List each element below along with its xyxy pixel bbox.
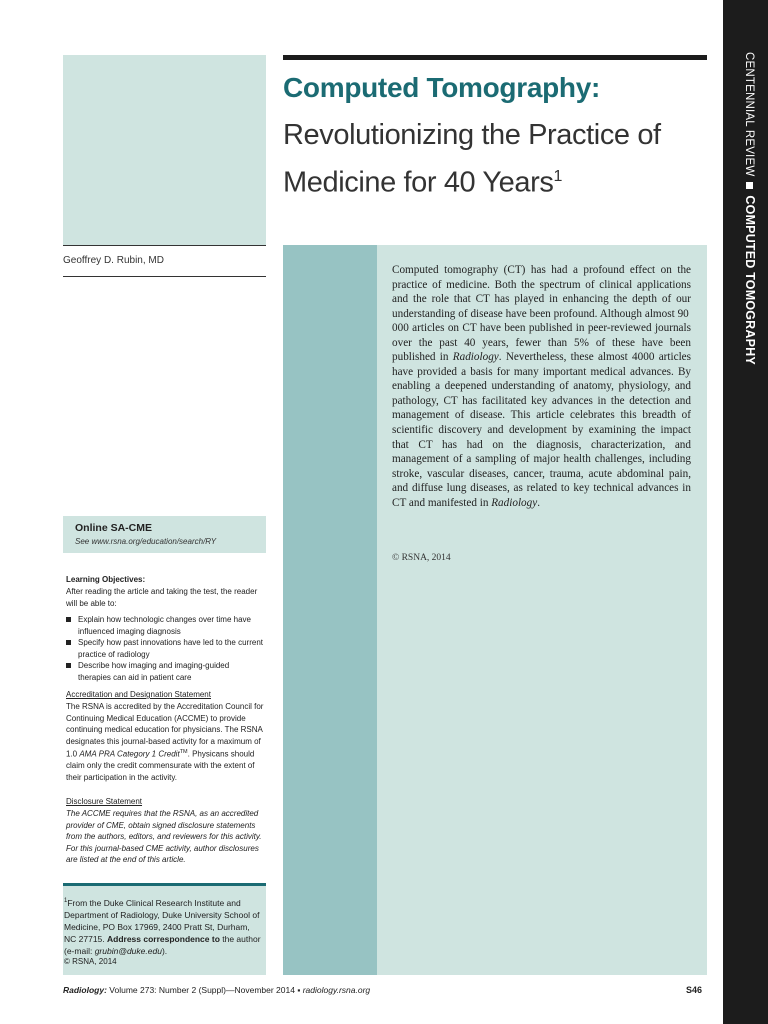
square-bullet-icon	[66, 640, 71, 645]
abstract-side-panel	[283, 245, 377, 975]
top-color-box	[63, 55, 266, 245]
affiliation-footnote: $^1$From the Duke Clinical Research Institute and Department of Radiology, Duke University School of Medicine, PO Box 17969, 2400 Pratt St, Durham, NC 27715. Address correspondence to the author (e-mail: grubin@duke.edu).	[64, 897, 261, 956]
disclosure-body: The ACCME requires that the RSNA, as an accredited provider of CME, obtain signed disclosure statements from the authors, editors, and reviewers for this activity. For this journal-based CME activity, author disclosures are listed at the end of this article.	[66, 809, 262, 864]
author-name: Geoffrey D. Rubin, MD	[63, 255, 164, 266]
subtitle-text: Revolutionizing the Practice of Medicine for 40 Years	[283, 119, 661, 199]
email-link[interactable]: grubin@duke.edu	[94, 945, 162, 956]
side-tab	[723, 0, 768, 1024]
running-footer: Radiology: Volume 273: Number 2 (Suppl)—November 2014 ▪ radiology.rsna.org	[63, 985, 371, 995]
article-title: Computed Tomography:	[283, 72, 601, 103]
divider	[63, 245, 266, 246]
journal-site-link[interactable]: radiology.rsna.org	[302, 985, 371, 995]
footnote-copyright: © RSNA, 2014	[64, 957, 117, 966]
page-number: S46	[686, 985, 703, 995]
learning-objectives-intro: After reading the article and taking the test, the reader will be able to:	[66, 587, 258, 608]
top-rule	[283, 55, 707, 60]
side-topic-label: COMPUTED TOMOGRAPHY	[743, 195, 757, 365]
accreditation-heading: Accreditation and Designation Statement	[66, 690, 211, 699]
abstract-copyright: © RSNA, 2014	[392, 553, 451, 563]
cme-link[interactable]: See www.rsna.org/education/search/RY	[75, 537, 217, 546]
accreditation-body: The RSNA is accredited by the Accreditation Council for Continuing Medical Education (ACCME) to provide continuing medical education for physicians. The RSNA designates this journal-based activity for a maximum of 1.0 AMA PRA Category 1 Credit™. Physicans should claim only the credit commensurate with the extent of their participation in the activity.	[66, 702, 264, 782]
cme-title: Online SA-CME	[75, 522, 153, 534]
square-bullet-icon	[66, 617, 71, 622]
article-subtitle	[283, 114, 703, 204]
disclosure-heading: Disclosure Statement	[66, 797, 143, 806]
square-bullet-icon	[66, 663, 71, 668]
abstract-text: Computed tomography (CT) has had a profound effect on the practice of medicine. Both the spectrum of clinical applications and the role that CT has played in enhancing the depth of our understanding of disease have been profound. Although almost 90 000 articles on CT have been published in peer-reviewed journals over the past 40 years, fewer than 5% of these have been published in Radiology. Nevertheless, these almost 4000 articles have provided a basis for many important medical advances. By enabling a deepened understanding of anatomy, physiology, and pathology, CT has facilitated key advances in the detection and management of disease. This article celebrates this breadth of scientific discovery and development by examining the impact that CT has had on the diagnosis, characterization, and management of a sampling of major health challenges, including stroke, vascular diseases, cancer, trauma, acute abdominal pain, and diffuse lung diseases, as related to key technical advances in CT and manifested in Radiology.	[392, 264, 691, 509]
square-bullet-icon	[746, 182, 753, 189]
side-section-label: CENTENNIAL REVIEW	[743, 52, 755, 177]
divider	[63, 276, 266, 277]
learning-objectives-heading: Learning Objectives:	[66, 575, 146, 584]
title-footnote-marker: 1	[553, 168, 562, 185]
